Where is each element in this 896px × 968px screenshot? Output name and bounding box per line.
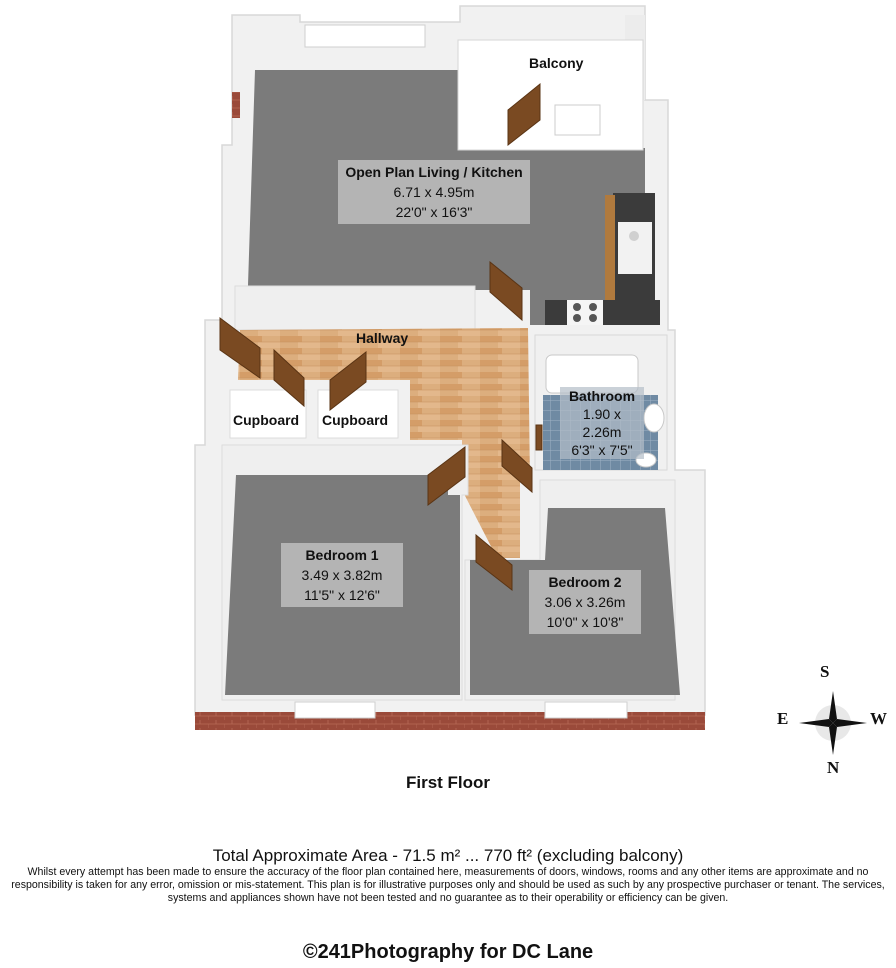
balcony-label: Balcony bbox=[529, 55, 584, 71]
cupboard-2-label: Cupboard bbox=[322, 412, 389, 428]
bedroom-1-metric: 3.49 x 3.82m bbox=[301, 567, 383, 583]
total-area: Total Approximate Area - 71.5 m² ... 770 ft² (excluding balcony) bbox=[212, 846, 684, 865]
living-window bbox=[305, 25, 425, 47]
bathroom-name: Bathroom bbox=[568, 388, 636, 404]
bedroom-2-label bbox=[529, 570, 641, 634]
bedroom-1-name: Bedroom 1 bbox=[305, 547, 379, 563]
compass-east: E bbox=[777, 709, 789, 728]
bedroom-2-imperial: 10'0" x 10'8" bbox=[546, 614, 624, 630]
living-kitchen-name: Open Plan Living / Kitchen bbox=[345, 164, 523, 180]
copyright-text: ©241Photography for DC Lane bbox=[302, 941, 594, 963]
bathroom-metric: 1.90 x 2.26m bbox=[582, 406, 622, 440]
basin bbox=[644, 404, 664, 432]
bedroom-1-window bbox=[295, 702, 375, 718]
compass-rose-icon bbox=[795, 685, 871, 761]
bathroom-imperial: 6'3" x 7'5" bbox=[571, 442, 633, 458]
disclaimer-text: Whilst every attempt has been made to ensure the accuracy of the floor plan contained here, measurements of doors, windows, rooms and any other items are approximate and no responsibility is taken for any error, omission or mis-statement. This plan is for illustrative purposes only and should be used as such by any prospective purchaser or tenant. The services, systems and appliances shown have not been tested and no guarantee as to their operability or efficiency can be given. bbox=[11, 866, 885, 904]
bedroom-1-label bbox=[281, 543, 403, 607]
bedroom-2-window bbox=[545, 702, 627, 718]
living-kitchen-label bbox=[338, 160, 530, 224]
living-kitchen-metric: 6.71 x 4.95m bbox=[393, 184, 475, 200]
bedroom-2-metric: 3.06 x 3.26m bbox=[544, 594, 626, 610]
hallway-label: Hallway bbox=[356, 330, 409, 346]
compass-north: N bbox=[827, 758, 840, 777]
south-facade bbox=[195, 712, 705, 730]
bathroom-label bbox=[560, 387, 644, 459]
living-kitchen-imperial: 22'0" x 16'3" bbox=[395, 204, 473, 220]
bedroom-2-name: Bedroom 2 bbox=[548, 574, 622, 590]
floor-title: First Floor bbox=[405, 773, 491, 792]
compass-south: S bbox=[820, 662, 830, 681]
cupboard-1-label: Cupboard bbox=[233, 412, 300, 428]
bedroom-1-imperial: 11'5" x 12'6" bbox=[304, 587, 380, 603]
compass-west: W bbox=[870, 709, 887, 728]
